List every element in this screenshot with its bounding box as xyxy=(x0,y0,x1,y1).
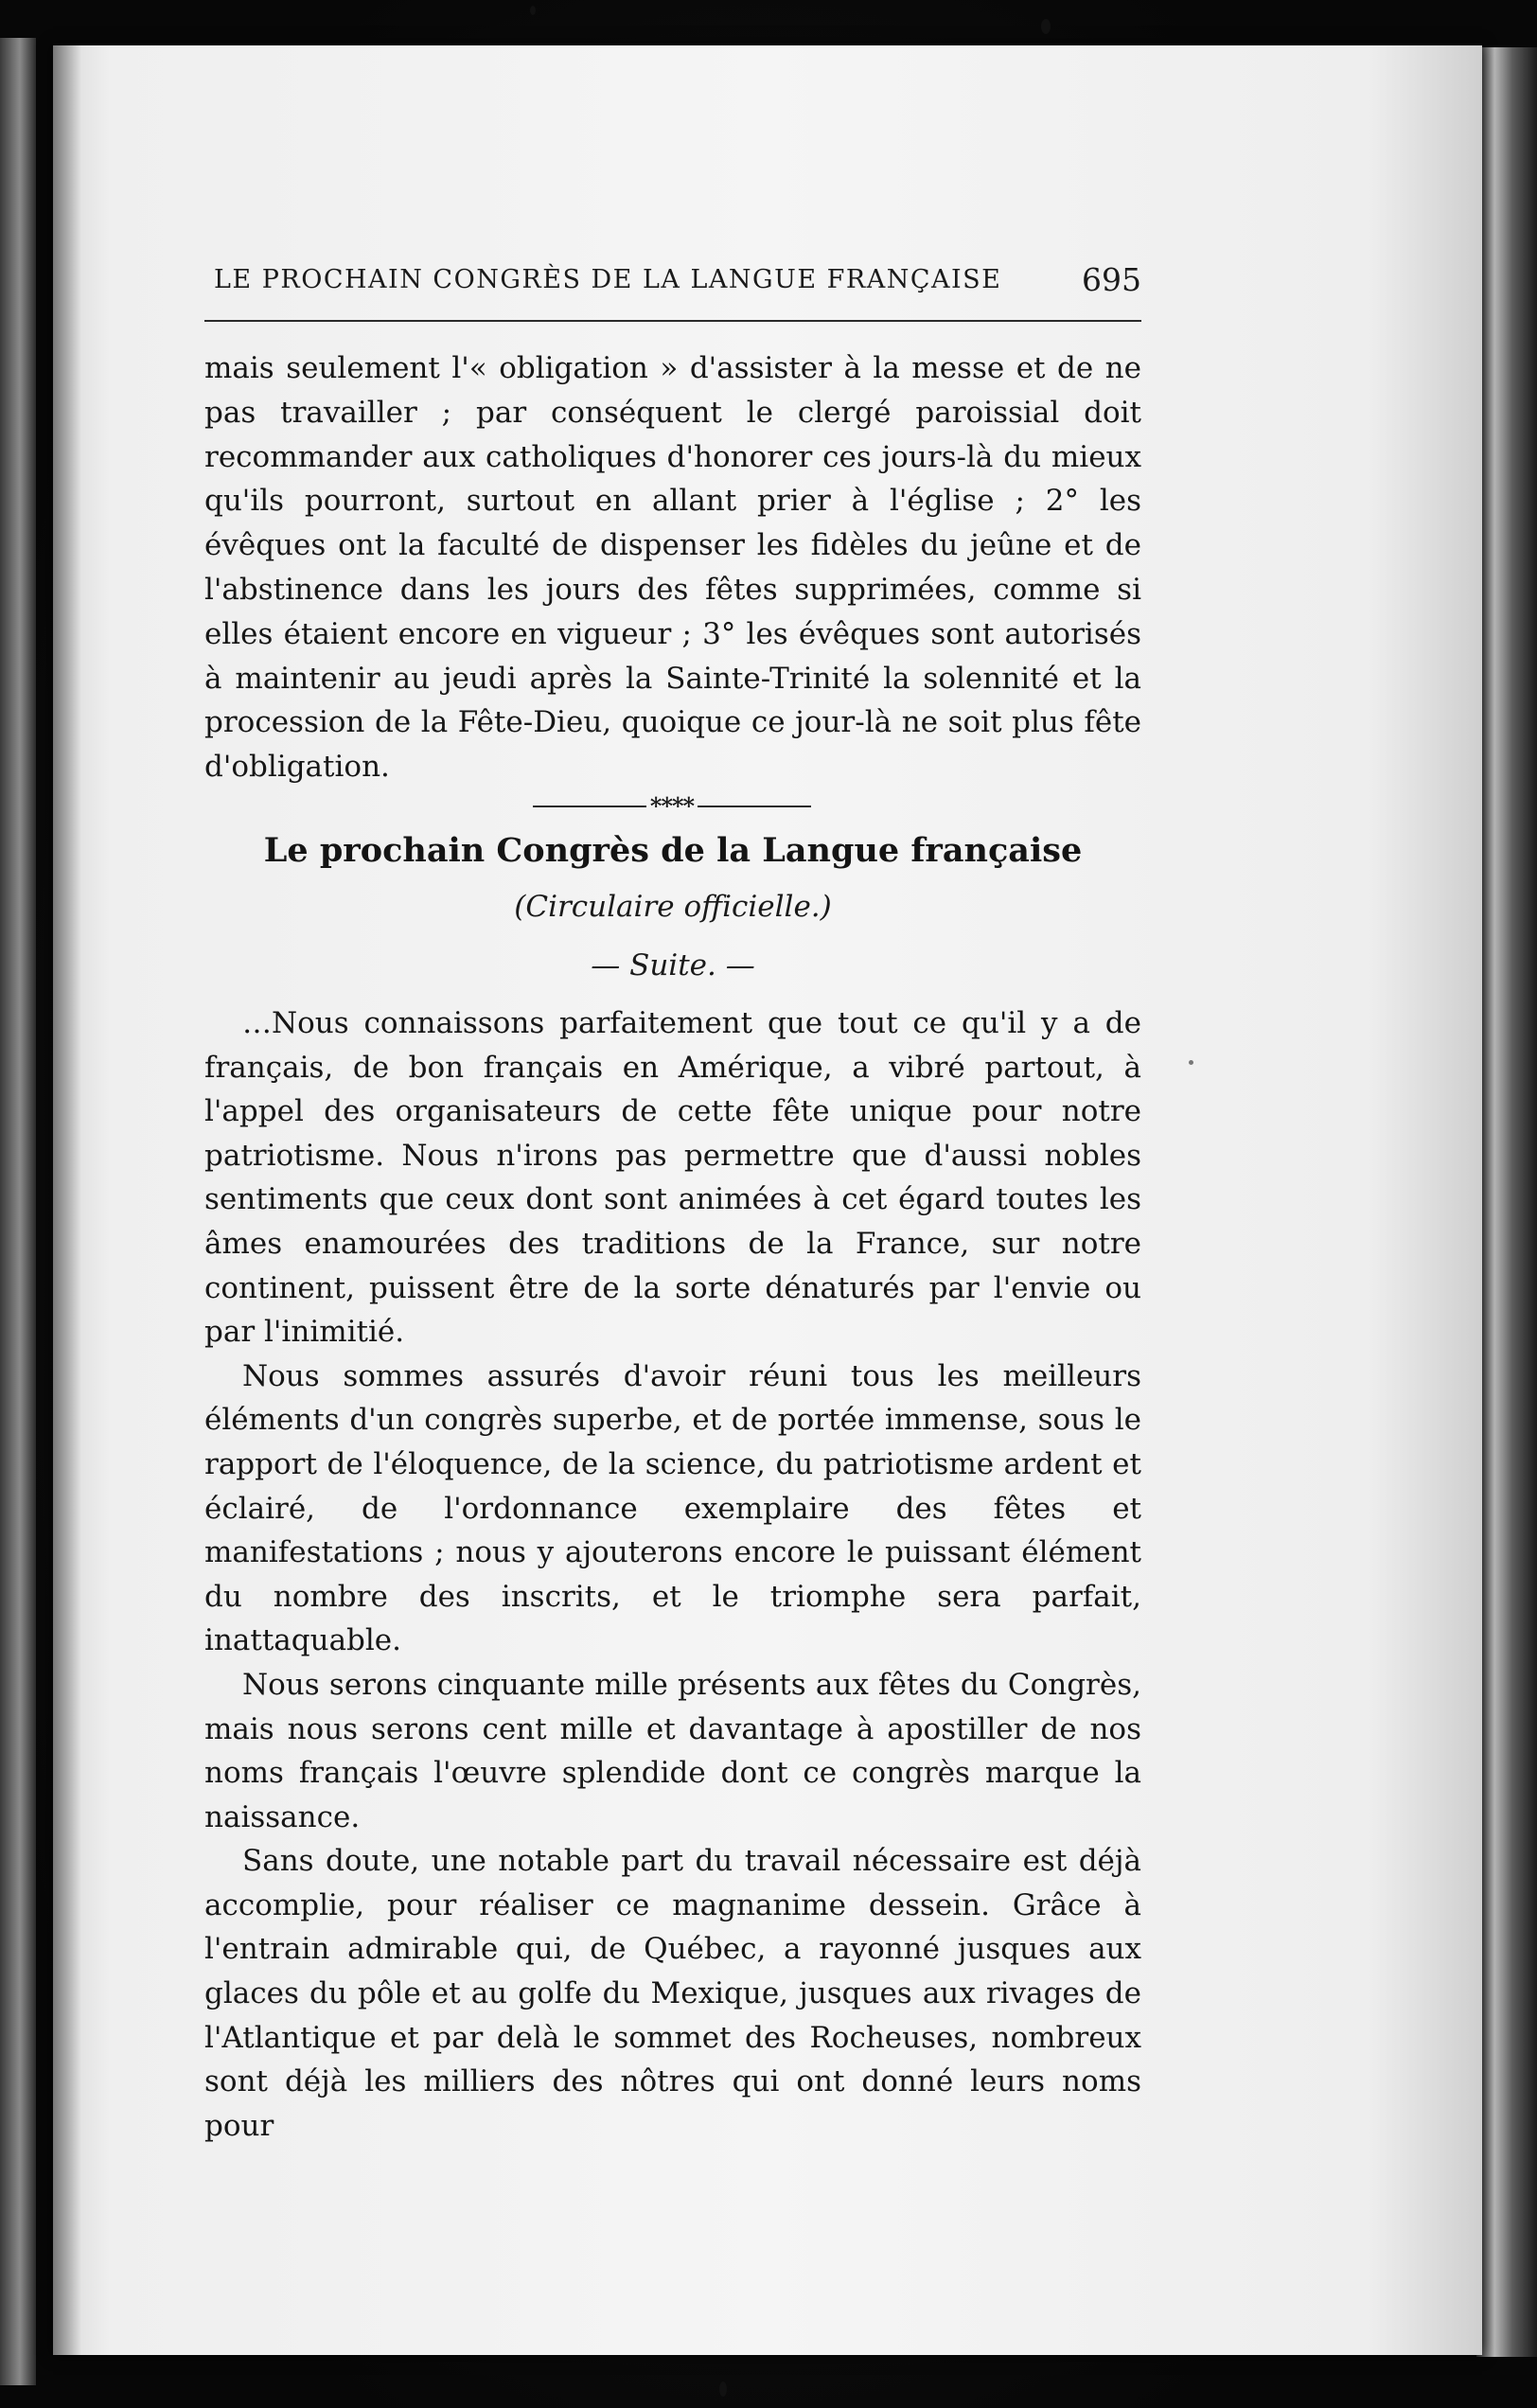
separator-stars: **** xyxy=(649,792,695,820)
header-rule xyxy=(204,320,1141,322)
article-suite-marker: — Suite. — xyxy=(591,948,755,983)
running-head: LE PROCHAIN CONGRÈS DE LA LANGUE FRANÇAISE xyxy=(214,265,1002,294)
body-paragraph: Sans doute, une notable part du travail nécessaire est déjà accomplie, pour réaliser ce magnanime dessein. Grâce à l'entrain admirable qui, de Québec, a rayonné jusques aux glaces du pôle et au golfe du Mexique, jusques aux rivages de l'Atlantique et par delà le sommet des Rocheuses, nombreux sont déjà les milliers des nôtres qui ont donné leurs noms pour xyxy=(204,1844,1141,2143)
continuation-paragraph: mais seulement l'« obligation » d'assister à la messe et de ne pas travailler ; par conséquent le clergé paroissial doit recommander aux catholiques d'honorer ces jours-là du mieux qu'ils pourront, surtout en allant prier à l'église ; 2° les évêques ont la faculté de dispenser les fidèles du jeûne et de l'abstinence dans les jours des fêtes supprimées, comme si elles étaient encore en vigueur ; 3° les évêques sont autorisés à maintenir au jeudi après la Sainte-Trinité la solennité et la procession de la Fête-Dieu, quoique ce jour-là ne soit plus fête d'obligation. xyxy=(204,351,1141,785)
scan-speck xyxy=(1189,1060,1193,1065)
article-subtitle: (Circulaire officielle.) xyxy=(514,890,832,924)
separator-rule-right xyxy=(698,806,811,807)
scan-speck xyxy=(530,6,536,15)
body-paragraph: Nous serons cinquante mille présents aux fêtes du Congrès, mais nous serons cent mille et davantage à apostiller de nos noms français l'œuvre splendide dont ce congrès marque la naissance. xyxy=(204,1667,1141,1834)
body-paragraph: …Nous connaissons parfaitement que tout ce qu'il y a de français, de bon français en Amérique, a vibré partout, à l'appel des organisateurs de cette fête unique pour notre patriotisme. Nous n'irons pas permettre que d'aussi nobles sentiments que ceux dont sont animées à cet égard toutes les âmes enamourées des traditions de la France, sur notre continent, puissent être de la sorte dénaturés par l'envie ou par l'inimitié. xyxy=(204,1006,1141,1350)
continuation-block xyxy=(204,346,1141,789)
facing-page-edge xyxy=(0,38,36,2385)
page-stack-edge xyxy=(1476,47,1537,2357)
body-paragraph: Nous sommes assurés d'avoir réuni tous les meilleurs éléments d'un congrès superbe, et de portée immense, sous le rapport de l'éloquence, de la science, du patriotisme ardent et éclairé, de l'ordonnance exemplaire des fêtes et manifestations ; nous y ajouterons encore le puissant élément du nombre des inscrits, et le triomphe sera parfait, inattaquable. xyxy=(204,1358,1141,1658)
article-title: Le prochain Congrès de la Langue française xyxy=(263,831,1083,870)
article-body xyxy=(204,1001,1141,2148)
gutter-shadow xyxy=(53,45,81,2355)
scan-speck xyxy=(719,2381,727,2397)
scan-speck xyxy=(1041,19,1051,34)
separator-rule-left xyxy=(533,806,646,807)
page-number: 695 xyxy=(1082,261,1141,298)
page-header xyxy=(214,261,1141,303)
section-separator xyxy=(502,791,842,820)
